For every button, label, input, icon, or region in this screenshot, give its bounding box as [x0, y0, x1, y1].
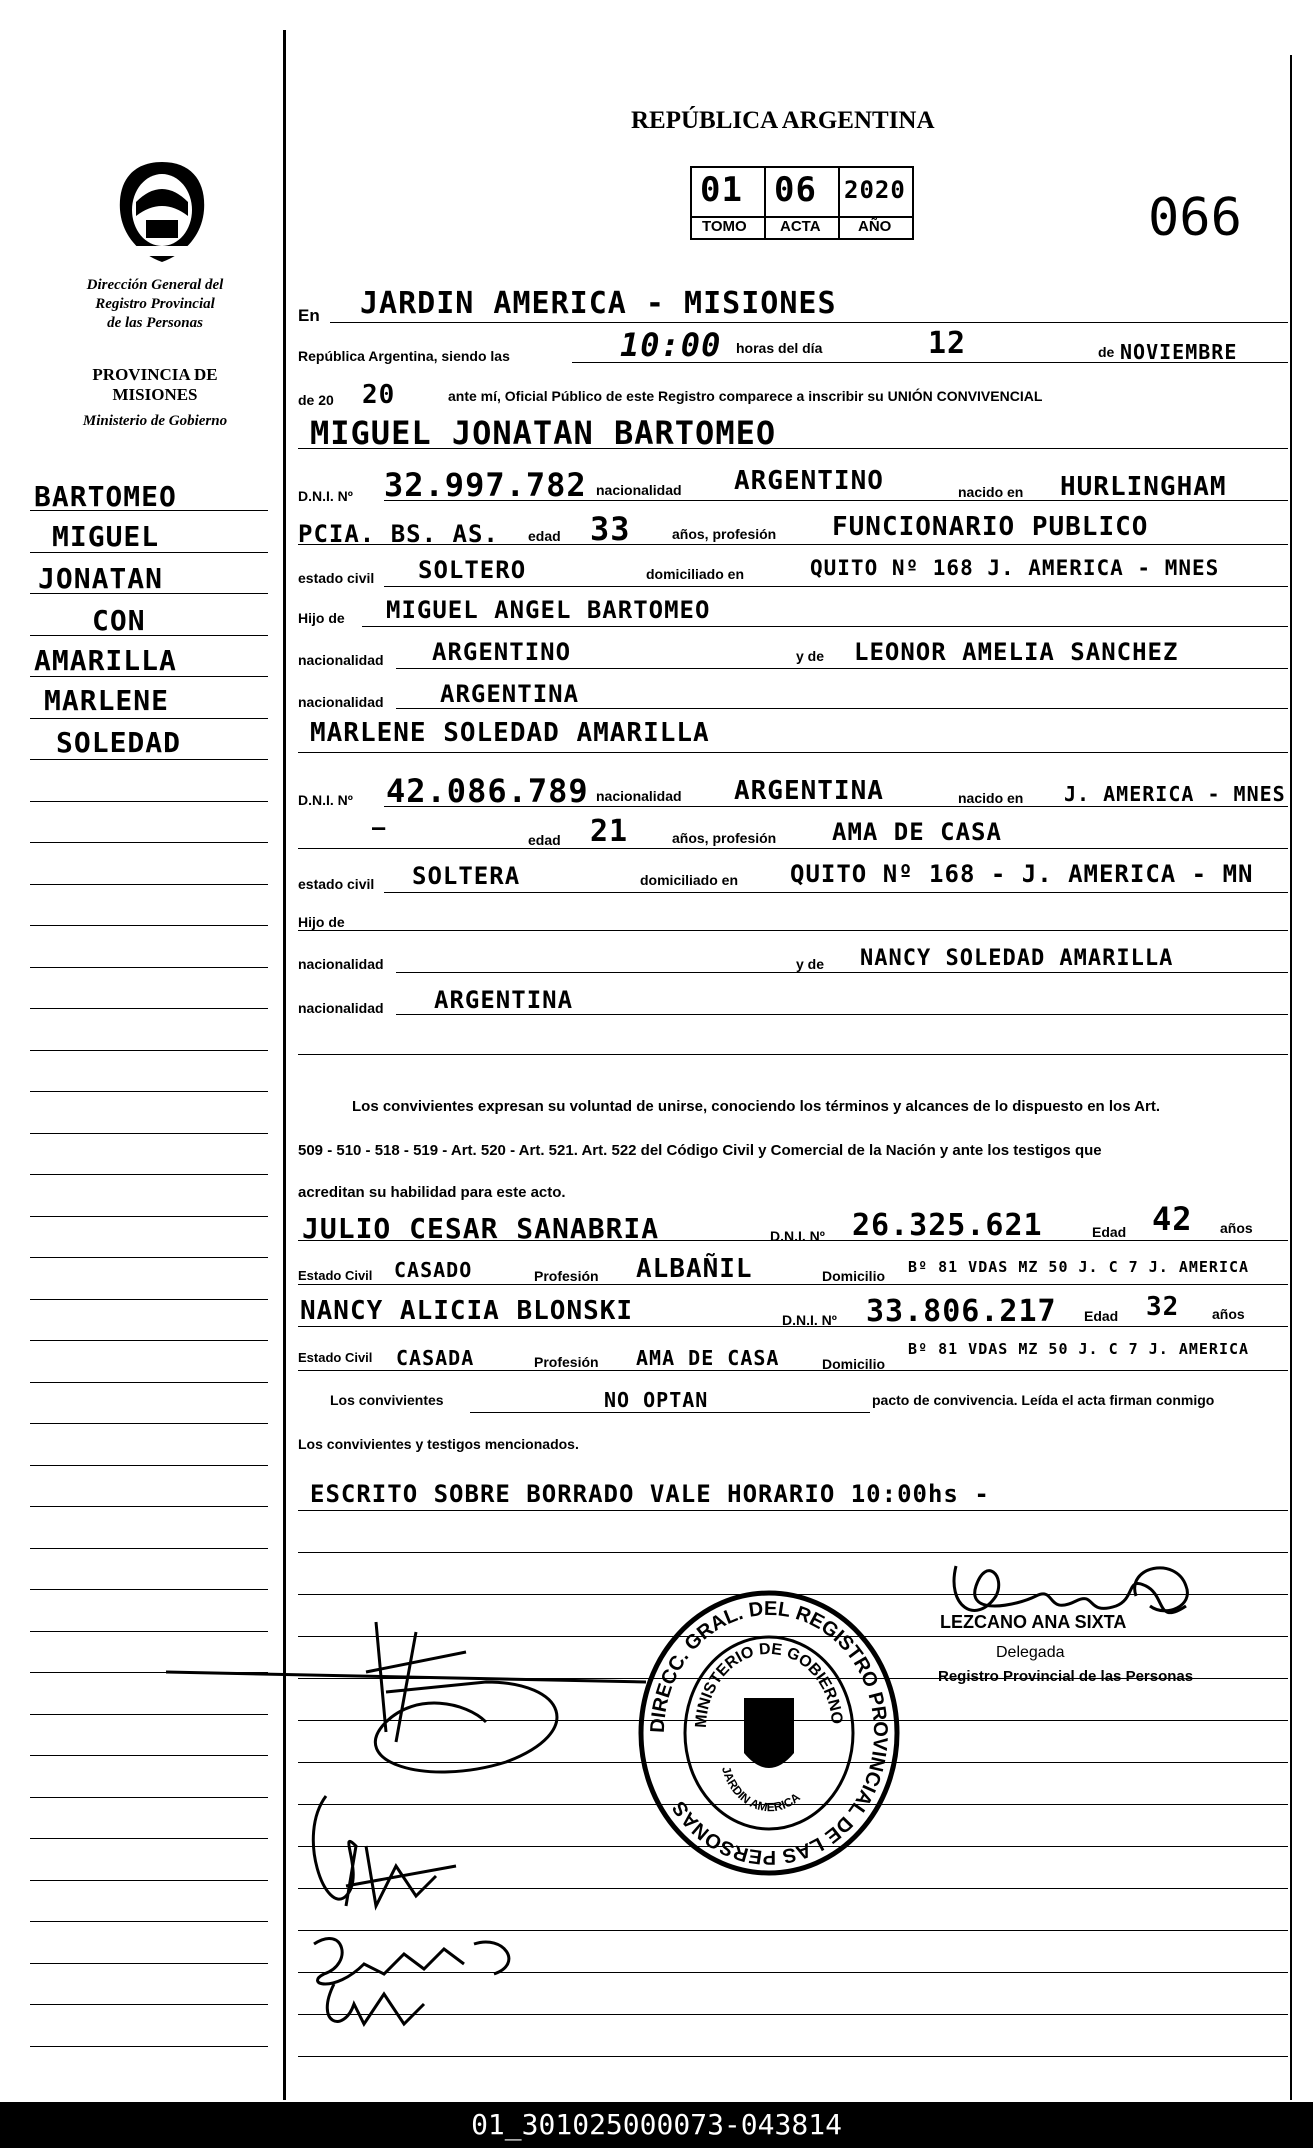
coat-of-arms-icon: [112, 158, 212, 266]
month-value: NOVIEMBRE: [1120, 340, 1238, 364]
horas-label: horas del día: [736, 340, 823, 356]
margin-rule: [30, 884, 268, 885]
registry-seal-icon: [634, 1588, 904, 1878]
form-line: [298, 930, 1288, 931]
nac-label: nacionalidad: [298, 1000, 384, 1016]
margin-rule: [30, 1299, 268, 1300]
ministry-name: Ministerio de Gobierno: [82, 413, 228, 429]
person1-padre-nac: ARGENTINO: [432, 638, 572, 666]
witness-estado-label: Estado Civil: [298, 1268, 373, 1283]
margin-rule: [30, 1423, 268, 1424]
witness2-signature-icon: [304, 1924, 564, 2034]
margin-rule: [30, 1257, 268, 1258]
day-value: 12: [928, 326, 967, 361]
margin-name: MIGUEL: [52, 520, 160, 553]
witness-anios-label: años: [1220, 1220, 1253, 1236]
person1-madre: LEONOR AMELIA SANCHEZ: [854, 638, 1179, 666]
anio-value: 2020: [844, 176, 906, 204]
hijo-label: Hijo de: [298, 610, 345, 626]
folio-number: 066: [1148, 188, 1242, 248]
tomo-label: TOMO: [702, 218, 747, 235]
official-office: Registro Provincial de las Personas: [938, 1668, 1194, 1685]
person2-name: MARLENE SOLEDAD AMARILLA: [310, 718, 710, 748]
margin-rule: [30, 718, 268, 719]
form-line: [384, 806, 1288, 807]
form-line: [298, 1510, 1288, 1511]
form-line: [298, 1326, 1288, 1327]
margin-name: SOLEDAD: [56, 726, 182, 759]
witness2-edad: 32: [1146, 1292, 1180, 1322]
margin-rule: [30, 1133, 268, 1134]
person1-name: MIGUEL JONATAN BARTOMEO: [310, 414, 777, 452]
witness1-name: JULIO CESAR SANABRIA: [302, 1212, 660, 1245]
margin-rule: [30, 1963, 268, 1964]
time-value: 10:00: [620, 326, 722, 364]
edad-label: edad: [528, 832, 561, 848]
witness1-domicilio: Bº 81 VDAS MZ 50 J. C 7 J. AMERICA: [908, 1258, 1250, 1276]
y-de-label: y de: [796, 956, 825, 972]
person2-nacionalidad: ARGENTINA: [734, 776, 884, 806]
form-line: [298, 848, 1288, 849]
nac-label: nacionalidad: [298, 956, 384, 972]
place-value: JARDIN AMERICA - MISIONES: [360, 286, 837, 321]
right-edge-line: [1290, 55, 1292, 2100]
witness2-domicilio: Bº 81 VDAS MZ 50 J. C 7 J. AMERICA: [908, 1340, 1250, 1358]
margin-name: BARTOMEO: [34, 480, 177, 513]
form-line: [330, 322, 1288, 323]
form-line: [298, 1370, 1288, 1371]
nac-label: nacionalidad: [596, 482, 682, 498]
margin-rule: [30, 1838, 268, 1839]
de-label: de: [1098, 344, 1115, 360]
year-label: de 20: [298, 392, 334, 408]
witness1-profesion: ALBAÑIL: [636, 1254, 753, 1284]
person2-nacido2: —: [372, 816, 387, 841]
anios-label: años, profesión: [672, 526, 777, 542]
witness2-name: NANCY ALICIA BLONSKI: [300, 1296, 634, 1326]
witness1-estado: CASADO: [394, 1258, 473, 1282]
person1-nacionalidad: ARGENTINO: [734, 466, 884, 496]
declaration-line2: 509 - 510 - 518 - 519 - Art. 520 - Art. 521. Art. 522 del Código Civil y Comercial de la Nación y ante los testigos que: [298, 1142, 1102, 1159]
form-line: [396, 708, 1288, 709]
person1-nacido2: PCIA. BS. AS.: [298, 520, 499, 548]
tomo-value: 01: [700, 170, 743, 210]
en-label: En: [298, 306, 320, 325]
dom-label: domiciliado en: [640, 872, 739, 888]
form-line: [470, 1412, 870, 1413]
estado-label: estado civil: [298, 570, 375, 586]
form-line: [396, 668, 1288, 669]
person2-domicilio: QUITO Nº 168 - J. AMERICA - MN: [790, 860, 1254, 888]
form-line: [298, 752, 1288, 753]
margin-rule: [30, 759, 268, 760]
nac-label: nacionalidad: [298, 694, 384, 710]
margin-rule: [30, 1091, 268, 1092]
margin-rule: [30, 1506, 268, 1507]
form-line: [298, 448, 1288, 449]
person1-dni: 32.997.782: [384, 466, 587, 504]
margin-rule: [30, 1880, 268, 1881]
margin-rule: [30, 593, 268, 594]
margin-rule: [30, 635, 268, 636]
margin-rule: [30, 967, 268, 968]
closing-line2: Los convivientes y testigos mencionados.: [298, 1436, 579, 1452]
seal-outer-text: DIRECC. GRAL. DEL REGISTRO PROVINCIAL DE LAS PERSONAS: [646, 1597, 892, 1869]
nacido-label: nacido en: [958, 484, 1024, 500]
convivientes-label: Los convivientes: [330, 1392, 444, 1408]
record-box-divider: [764, 168, 766, 238]
witness-signature-icon: [306, 1786, 466, 1926]
margin-rule: [30, 1174, 268, 1175]
form-line: [362, 626, 1288, 627]
province-name: PROVINCIA DE MISIONES: [92, 365, 218, 404]
witness1-edad: 42: [1152, 1200, 1193, 1238]
hijo-label: Hijo de: [298, 914, 345, 930]
y-de-label: y de: [796, 648, 825, 664]
correction-note: ESCRITO SOBRE BORRADO VALE HORARIO 10:00hs -: [310, 1480, 990, 1508]
nacido-label: nacido en: [958, 790, 1024, 806]
margin-rule: [30, 1797, 268, 1798]
opt-value: NO OPTAN: [604, 1388, 709, 1412]
agency-name: Dirección General del Registro Provincial de las Personas: [86, 277, 224, 331]
form-line: [384, 586, 1288, 587]
person1-edad: 33: [590, 510, 631, 548]
margin-name: AMARILLA: [34, 644, 177, 677]
person2-estado: SOLTERA: [412, 862, 521, 890]
margin-name: CON: [92, 604, 146, 637]
form-line: [298, 544, 1288, 545]
convivient-signature-icon: [166, 1612, 666, 1792]
person1-madre-nac: ARGENTINA: [440, 680, 580, 708]
witness-prof-label: Profesión: [534, 1268, 599, 1284]
form-line: [298, 1054, 1288, 1055]
margin-rule: [30, 1008, 268, 1009]
margin-rule: [30, 842, 268, 843]
official-name: LEZCANO ANA SIXTA: [940, 1612, 1127, 1632]
seal-city-text: JARDIN AMERICA: [719, 1764, 803, 1815]
person1-padre: MIGUEL ANGEL BARTOMEO: [386, 596, 711, 624]
republic-label: República Argentina, siendo las: [298, 348, 510, 364]
margin-rule: [30, 510, 268, 511]
margin-name: JONATAN: [38, 562, 164, 595]
person2-edad: 21: [590, 814, 629, 849]
witness-edad-label: Edad: [1092, 1224, 1127, 1240]
witness-dom-label: Domicilio: [822, 1268, 886, 1284]
margin-rule: [30, 2004, 268, 2005]
person2-profesion: AMA DE CASA: [832, 818, 1002, 846]
person1-estado: SOLTERO: [418, 556, 527, 584]
margin-rule: [30, 1382, 268, 1383]
margin-rule: [30, 1589, 268, 1590]
official-role: Delegada: [996, 1644, 1065, 1661]
margin-rule: [30, 552, 268, 553]
witness-estado-label: Estado Civil: [298, 1350, 373, 1365]
margin-rule: [30, 1921, 268, 1922]
nac-label: nacionalidad: [596, 788, 682, 804]
form-line: [572, 362, 1288, 363]
form-line: [384, 892, 1288, 893]
margin-rule: [30, 1340, 268, 1341]
svg-text:JARDIN AMERICA: [719, 1765, 803, 1814]
form-line: [298, 1240, 1288, 1241]
edad-label: edad: [528, 528, 561, 544]
witness-anios-label: años: [1212, 1306, 1245, 1322]
nac-label: nacionalidad: [298, 652, 384, 668]
witness-edad-label: Edad: [1084, 1308, 1119, 1324]
pacto-text: pacto de convivencia. Leída el acta firman conmigo: [872, 1392, 1215, 1408]
acta-label: ACTA: [780, 218, 821, 235]
margin-rule: [30, 925, 268, 926]
comparece-text: ante mí, Oficial Público de este Registro comparece a inscribir su UNIÓN CONVIVENCIAL: [448, 388, 1043, 404]
margin-rule: [30, 1548, 268, 1549]
anios-label: años, profesión: [672, 830, 777, 846]
witness-dni-label: D.N.I. Nº: [770, 1228, 825, 1244]
witness-dom-label: Domicilio: [822, 1356, 886, 1372]
dom-label: domiciliado en: [646, 566, 745, 582]
form-line: [298, 2056, 1288, 2057]
margin-name: MARLENE: [44, 684, 170, 717]
estado-label: estado civil: [298, 876, 375, 892]
person2-dni: 42.086.789: [386, 772, 589, 810]
seal-inner-text: MINISTERIO DE GOBIERNO: [692, 1640, 846, 1729]
country-heading: REPÚBLICA ARGENTINA: [631, 107, 935, 134]
person1-profesion: FUNCIONARIO PUBLICO: [832, 512, 1149, 542]
witness2-dni: 33.806.217: [866, 1294, 1057, 1329]
witness2-profesion: AMA DE CASA: [636, 1346, 780, 1370]
dni-label: D.N.I. Nº: [298, 488, 353, 504]
anio-label: AÑO: [858, 218, 892, 235]
witness2-estado: CASADA: [396, 1346, 475, 1370]
margin-rule: [30, 676, 268, 677]
witness-prof-label: Profesión: [534, 1354, 599, 1370]
footer-code: 01_301025000073-043814: [471, 2108, 842, 2141]
form-line: [298, 1284, 1288, 1285]
dni-label: D.N.I. Nº: [298, 792, 353, 808]
margin-rule: [30, 2046, 268, 2047]
margin-rule: [30, 1465, 268, 1466]
witness-dni-label: D.N.I. Nº: [782, 1312, 837, 1328]
margin-rule: [30, 1216, 268, 1217]
record-box-divider: [838, 168, 840, 238]
record-box: [690, 166, 914, 240]
form-line: [384, 500, 1288, 501]
acta-value: 06: [774, 170, 817, 210]
witness1-dni: 26.325.621: [852, 1208, 1043, 1243]
form-line: [396, 1014, 1288, 1015]
form-line: [396, 972, 1288, 973]
margin-rule: [30, 1050, 268, 1051]
person2-madre-nac: ARGENTINA: [434, 986, 574, 1014]
person1-domicilio: QUITO Nº 168 J. AMERICA - MNES: [810, 556, 1220, 580]
declaration-line3: acreditan su habilidad para este acto.: [298, 1184, 566, 1201]
declaration-line1: Los convivientes expresan su voluntad de unirse, conociendo los términos y alcances de lo dispuesto en los Art.: [352, 1098, 1160, 1115]
margin-rule: [30, 801, 268, 802]
person2-madre: NANCY SOLEDAD AMARILLA: [860, 946, 1174, 971]
person1-nacido: HURLINGHAM: [1060, 472, 1227, 502]
person2-nacido: J. AMERICA - MNES: [1064, 782, 1286, 806]
year-value: 20: [362, 380, 396, 410]
